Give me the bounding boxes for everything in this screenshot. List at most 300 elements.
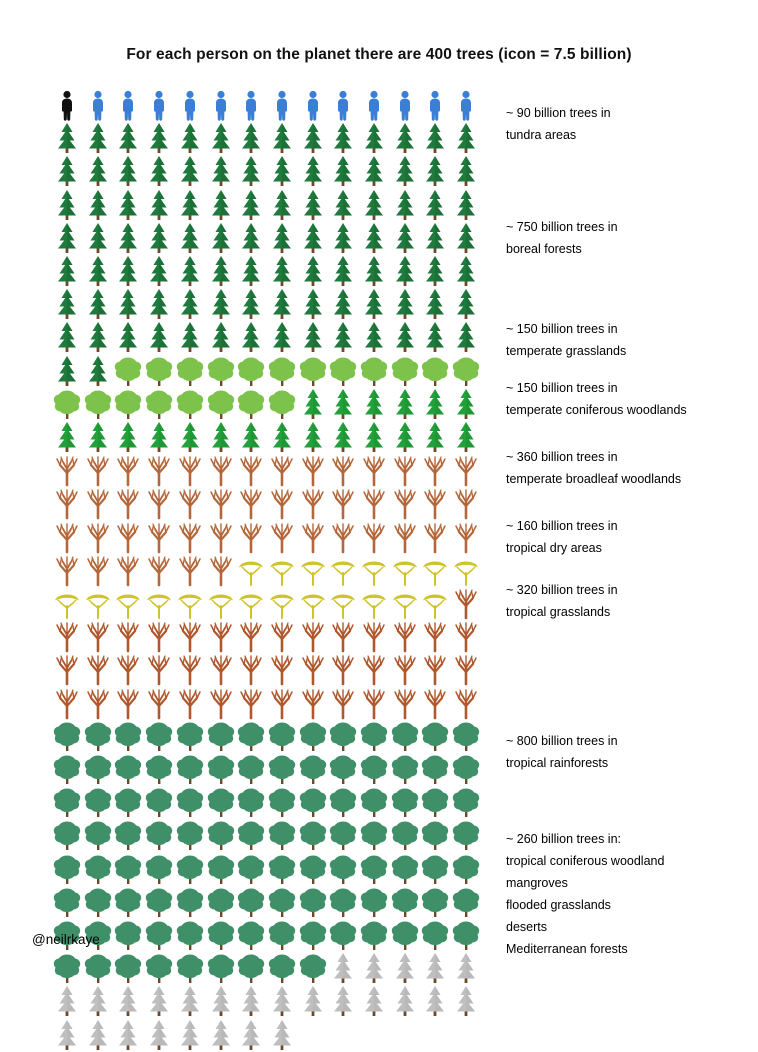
tree-icon — [144, 1018, 174, 1052]
tree-icon — [359, 486, 389, 520]
tree-icon — [52, 586, 82, 620]
tree-icon — [451, 885, 481, 919]
tree-icon — [144, 121, 174, 155]
person-icon — [236, 88, 266, 122]
tree-icon — [175, 520, 205, 554]
legend-item-line: flooded grasslands — [506, 898, 611, 912]
tree-icon — [236, 785, 266, 819]
tree-icon — [420, 686, 450, 720]
tree-icon — [420, 121, 450, 155]
legend-item — [506, 828, 664, 960]
tree-icon — [298, 121, 328, 155]
tree-icon — [390, 420, 420, 454]
tree-icon — [267, 951, 297, 985]
tree-icon — [267, 387, 297, 421]
tree-icon — [83, 1018, 113, 1052]
tree-icon — [175, 486, 205, 520]
legend-item-line: ~ 260 billion trees in: — [506, 832, 622, 846]
tree-icon — [113, 121, 143, 155]
tree-icon — [420, 453, 450, 487]
tree-icon — [52, 387, 82, 421]
legend-item-line: ~ 160 billion trees in — [506, 519, 618, 533]
tree-icon — [113, 586, 143, 620]
tree-icon — [144, 254, 174, 288]
tree-icon — [451, 188, 481, 222]
tree-icon — [359, 320, 389, 354]
legend-item-line: tropical grasslands — [506, 605, 611, 619]
tree-icon — [236, 453, 266, 487]
tree-icon — [175, 686, 205, 720]
legend-item-line: temperate coniferous woodlands — [506, 403, 687, 417]
person-icon — [298, 88, 328, 122]
tree-icon — [206, 686, 236, 720]
tree-icon — [236, 719, 266, 753]
tree-icon — [83, 818, 113, 852]
credit-handle: @neilrkaye — [32, 932, 100, 947]
tree-icon — [298, 420, 328, 454]
tree-icon — [267, 553, 297, 587]
tree-icon — [451, 918, 481, 952]
tree-icon — [267, 918, 297, 952]
tree-icon — [328, 719, 358, 753]
tree-icon — [267, 686, 297, 720]
tree-icon — [298, 619, 328, 653]
tree-icon — [83, 188, 113, 222]
tree-icon — [113, 486, 143, 520]
tree-icon — [236, 354, 266, 388]
tree-icon — [298, 752, 328, 786]
tree-icon — [390, 852, 420, 886]
tree-icon — [52, 752, 82, 786]
tree-icon — [328, 287, 358, 321]
legend-item-line: ~ 800 billion trees in — [506, 734, 618, 748]
tree-icon — [390, 486, 420, 520]
tree-icon — [359, 287, 389, 321]
tree-icon — [144, 586, 174, 620]
tree-icon — [175, 287, 205, 321]
tree-icon — [236, 885, 266, 919]
tree-icon — [52, 354, 82, 388]
tree-icon — [236, 320, 266, 354]
tree-icon — [113, 984, 143, 1018]
tree-icon — [236, 188, 266, 222]
tree-icon — [52, 852, 82, 886]
tree-icon — [420, 254, 450, 288]
legend-item — [506, 377, 687, 421]
tree-icon — [206, 486, 236, 520]
legend-item-line: tundra areas — [506, 128, 577, 142]
tree-icon — [328, 686, 358, 720]
tree-icon — [420, 785, 450, 819]
tree-icon — [390, 818, 420, 852]
tree-icon — [420, 221, 450, 255]
tree-icon — [451, 287, 481, 321]
tree-icon — [298, 785, 328, 819]
tree-icon — [52, 154, 82, 188]
legend-item-line: ~ 150 billion trees in — [506, 322, 618, 336]
tree-icon — [298, 984, 328, 1018]
tree-icon — [420, 486, 450, 520]
tree-icon — [175, 387, 205, 421]
tree-icon — [113, 852, 143, 886]
tree-icon — [113, 254, 143, 288]
tree-icon — [113, 453, 143, 487]
tree-icon — [328, 818, 358, 852]
tree-icon — [236, 752, 266, 786]
tree-icon — [83, 154, 113, 188]
tree-icon — [298, 586, 328, 620]
tree-icon — [175, 885, 205, 919]
tree-icon — [328, 254, 358, 288]
tree-icon — [175, 354, 205, 388]
tree-icon — [206, 453, 236, 487]
tree-icon — [267, 652, 297, 686]
tree-icon — [298, 951, 328, 985]
tree-icon — [175, 154, 205, 188]
legend-item — [506, 318, 626, 362]
tree-icon — [420, 520, 450, 554]
legend-item-line: ~ 90 billion trees in — [506, 106, 611, 120]
person-icon — [175, 88, 205, 122]
tree-icon — [359, 686, 389, 720]
tree-icon — [113, 1018, 143, 1052]
tree-icon — [298, 719, 328, 753]
tree-icon — [451, 719, 481, 753]
tree-icon — [175, 785, 205, 819]
legend-item-line: temperate broadleaf woodlands — [506, 472, 682, 486]
tree-icon — [236, 1018, 266, 1052]
tree-icon — [206, 420, 236, 454]
tree-icon — [206, 387, 236, 421]
tree-icon — [420, 287, 450, 321]
tree-icon — [144, 354, 174, 388]
tree-icon — [267, 188, 297, 222]
tree-icon — [451, 121, 481, 155]
tree-icon — [390, 520, 420, 554]
tree-icon — [328, 619, 358, 653]
tree-icon — [113, 420, 143, 454]
tree-icon — [390, 785, 420, 819]
tree-icon — [144, 188, 174, 222]
tree-icon — [175, 752, 205, 786]
tree-icon — [390, 221, 420, 255]
tree-icon — [52, 287, 82, 321]
tree-icon — [420, 652, 450, 686]
tree-icon — [175, 818, 205, 852]
tree-icon — [328, 885, 358, 919]
tree-icon — [267, 486, 297, 520]
tree-icon — [236, 951, 266, 985]
tree-icon — [236, 686, 266, 720]
tree-icon — [420, 553, 450, 587]
tree-icon — [206, 984, 236, 1018]
tree-icon — [175, 652, 205, 686]
tree-icon — [113, 652, 143, 686]
legend-item — [506, 102, 611, 146]
tree-icon — [451, 387, 481, 421]
tree-icon — [451, 254, 481, 288]
tree-icon — [420, 320, 450, 354]
tree-icon — [175, 453, 205, 487]
tree-icon — [451, 520, 481, 554]
tree-icon — [420, 420, 450, 454]
person-icon — [359, 88, 389, 122]
tree-icon — [298, 221, 328, 255]
tree-icon — [451, 984, 481, 1018]
tree-icon — [451, 818, 481, 852]
tree-icon — [236, 221, 266, 255]
tree-icon — [206, 652, 236, 686]
tree-icon — [175, 320, 205, 354]
tree-icon — [83, 785, 113, 819]
tree-icon — [420, 818, 450, 852]
tree-icon — [206, 719, 236, 753]
tree-icon — [359, 420, 389, 454]
tree-icon — [298, 254, 328, 288]
tree-icon — [144, 154, 174, 188]
tree-icon — [83, 984, 113, 1018]
tree-icon — [267, 752, 297, 786]
tree-icon — [359, 885, 389, 919]
tree-icon — [206, 520, 236, 554]
legend-item — [506, 515, 618, 559]
tree-icon — [144, 951, 174, 985]
tree-icon — [83, 320, 113, 354]
tree-icon — [298, 885, 328, 919]
tree-icon — [52, 1018, 82, 1052]
tree-icon — [390, 951, 420, 985]
tree-icon — [328, 852, 358, 886]
tree-icon — [206, 254, 236, 288]
tree-icon — [267, 785, 297, 819]
tree-icon — [359, 221, 389, 255]
tree-icon — [52, 984, 82, 1018]
tree-icon — [236, 818, 266, 852]
tree-icon — [175, 221, 205, 255]
tree-icon — [113, 951, 143, 985]
pictogram-grid — [52, 88, 482, 918]
tree-icon — [267, 520, 297, 554]
legend-item-line: tropical coniferous woodland — [506, 854, 665, 868]
tree-icon — [144, 818, 174, 852]
tree-icon — [451, 951, 481, 985]
tree-icon — [144, 752, 174, 786]
tree-icon — [451, 221, 481, 255]
tree-icon — [206, 121, 236, 155]
tree-icon — [175, 1018, 205, 1052]
legend-item-line: ~ 750 billion trees in — [506, 220, 618, 234]
tree-icon — [144, 287, 174, 321]
tree-icon — [390, 586, 420, 620]
tree-icon — [144, 619, 174, 653]
tree-icon — [359, 121, 389, 155]
person-icon — [328, 88, 358, 122]
tree-icon — [206, 221, 236, 255]
tree-icon — [267, 453, 297, 487]
tree-icon — [390, 719, 420, 753]
tree-icon — [52, 719, 82, 753]
tree-icon — [83, 221, 113, 255]
tree-icon — [390, 984, 420, 1018]
tree-icon — [175, 852, 205, 886]
tree-icon — [206, 885, 236, 919]
tree-icon — [83, 752, 113, 786]
tree-icon — [298, 320, 328, 354]
tree-icon — [113, 752, 143, 786]
tree-icon — [420, 387, 450, 421]
tree-icon — [359, 354, 389, 388]
tree-icon — [390, 354, 420, 388]
tree-icon — [52, 221, 82, 255]
tree-icon — [267, 586, 297, 620]
tree-icon — [390, 287, 420, 321]
person-icon — [451, 88, 481, 122]
legend-item-line: tropical dry areas — [506, 541, 602, 555]
tree-icon — [175, 121, 205, 155]
tree-icon — [175, 553, 205, 587]
legend-item-line: ~ 320 billion trees in — [506, 583, 618, 597]
tree-icon — [175, 188, 205, 222]
tree-icon — [328, 121, 358, 155]
tree-icon — [328, 652, 358, 686]
tree-icon — [267, 1018, 297, 1052]
tree-icon — [206, 951, 236, 985]
tree-icon — [206, 852, 236, 886]
tree-icon — [113, 785, 143, 819]
tree-icon — [328, 221, 358, 255]
legend-item — [506, 216, 618, 260]
tree-icon — [420, 885, 450, 919]
tree-icon — [175, 951, 205, 985]
tree-icon — [328, 951, 358, 985]
tree-icon — [175, 984, 205, 1018]
tree-icon — [52, 818, 82, 852]
tree-icon — [359, 852, 389, 886]
tree-icon — [390, 254, 420, 288]
tree-icon — [83, 951, 113, 985]
legend-item — [506, 730, 618, 774]
tree-icon — [328, 453, 358, 487]
tree-icon — [206, 287, 236, 321]
tree-icon — [267, 619, 297, 653]
tree-icon — [420, 951, 450, 985]
tree-icon — [236, 984, 266, 1018]
tree-icon — [451, 619, 481, 653]
tree-icon — [451, 420, 481, 454]
tree-icon — [52, 121, 82, 155]
tree-icon — [267, 221, 297, 255]
tree-icon — [144, 320, 174, 354]
tree-icon — [52, 652, 82, 686]
tree-icon — [144, 520, 174, 554]
person-icon — [52, 88, 82, 122]
tree-icon — [451, 453, 481, 487]
tree-icon — [298, 553, 328, 587]
tree-icon — [175, 918, 205, 952]
tree-icon — [267, 254, 297, 288]
tree-icon — [236, 652, 266, 686]
tree-icon — [359, 154, 389, 188]
tree-icon — [267, 984, 297, 1018]
tree-icon — [390, 885, 420, 919]
tree-icon — [390, 619, 420, 653]
tree-icon — [328, 984, 358, 1018]
tree-icon — [144, 221, 174, 255]
tree-icon — [175, 619, 205, 653]
tree-icon — [328, 918, 358, 952]
tree-icon — [328, 752, 358, 786]
tree-icon — [359, 818, 389, 852]
tree-icon — [328, 586, 358, 620]
tree-icon — [83, 254, 113, 288]
legend-item-line: temperate grasslands — [506, 344, 627, 358]
tree-icon — [298, 852, 328, 886]
tree-icon — [359, 652, 389, 686]
tree-icon — [144, 387, 174, 421]
tree-icon — [144, 719, 174, 753]
tree-icon — [420, 852, 450, 886]
tree-icon — [451, 652, 481, 686]
tree-icon — [144, 918, 174, 952]
tree-icon — [298, 154, 328, 188]
tree-icon — [328, 420, 358, 454]
tree-icon — [298, 387, 328, 421]
legend-item-line: ~ 150 billion trees in — [506, 381, 618, 395]
tree-icon — [236, 121, 266, 155]
tree-icon — [144, 852, 174, 886]
tree-icon — [420, 752, 450, 786]
tree-icon — [113, 188, 143, 222]
tree-icon — [113, 818, 143, 852]
page-title: For each person on the planet there are 400 trees (icon = 7.5 billion) — [126, 46, 632, 63]
tree-icon — [236, 287, 266, 321]
tree-icon — [83, 719, 113, 753]
tree-icon — [83, 652, 113, 686]
tree-icon — [328, 785, 358, 819]
tree-icon — [83, 287, 113, 321]
tree-icon — [83, 686, 113, 720]
tree-icon — [390, 752, 420, 786]
tree-icon — [451, 553, 481, 587]
tree-icon — [390, 652, 420, 686]
tree-icon — [52, 320, 82, 354]
tree-icon — [83, 885, 113, 919]
legend — [506, 88, 756, 958]
legend-item-line: mangroves — [506, 876, 568, 890]
tree-icon — [298, 486, 328, 520]
tree-icon — [359, 752, 389, 786]
tree-icon — [328, 387, 358, 421]
tree-icon — [359, 188, 389, 222]
tree-icon — [420, 984, 450, 1018]
tree-icon — [52, 520, 82, 554]
tree-icon — [236, 520, 266, 554]
person-icon — [113, 88, 143, 122]
tree-icon — [298, 918, 328, 952]
tree-icon — [113, 320, 143, 354]
tree-icon — [206, 553, 236, 587]
tree-icon — [83, 354, 113, 388]
tree-icon — [359, 453, 389, 487]
tree-icon — [144, 652, 174, 686]
tree-icon — [83, 553, 113, 587]
tree-icon — [267, 287, 297, 321]
tree-icon — [328, 188, 358, 222]
tree-icon — [236, 254, 266, 288]
tree-icon — [83, 586, 113, 620]
tree-icon — [236, 918, 266, 952]
tree-icon — [236, 486, 266, 520]
